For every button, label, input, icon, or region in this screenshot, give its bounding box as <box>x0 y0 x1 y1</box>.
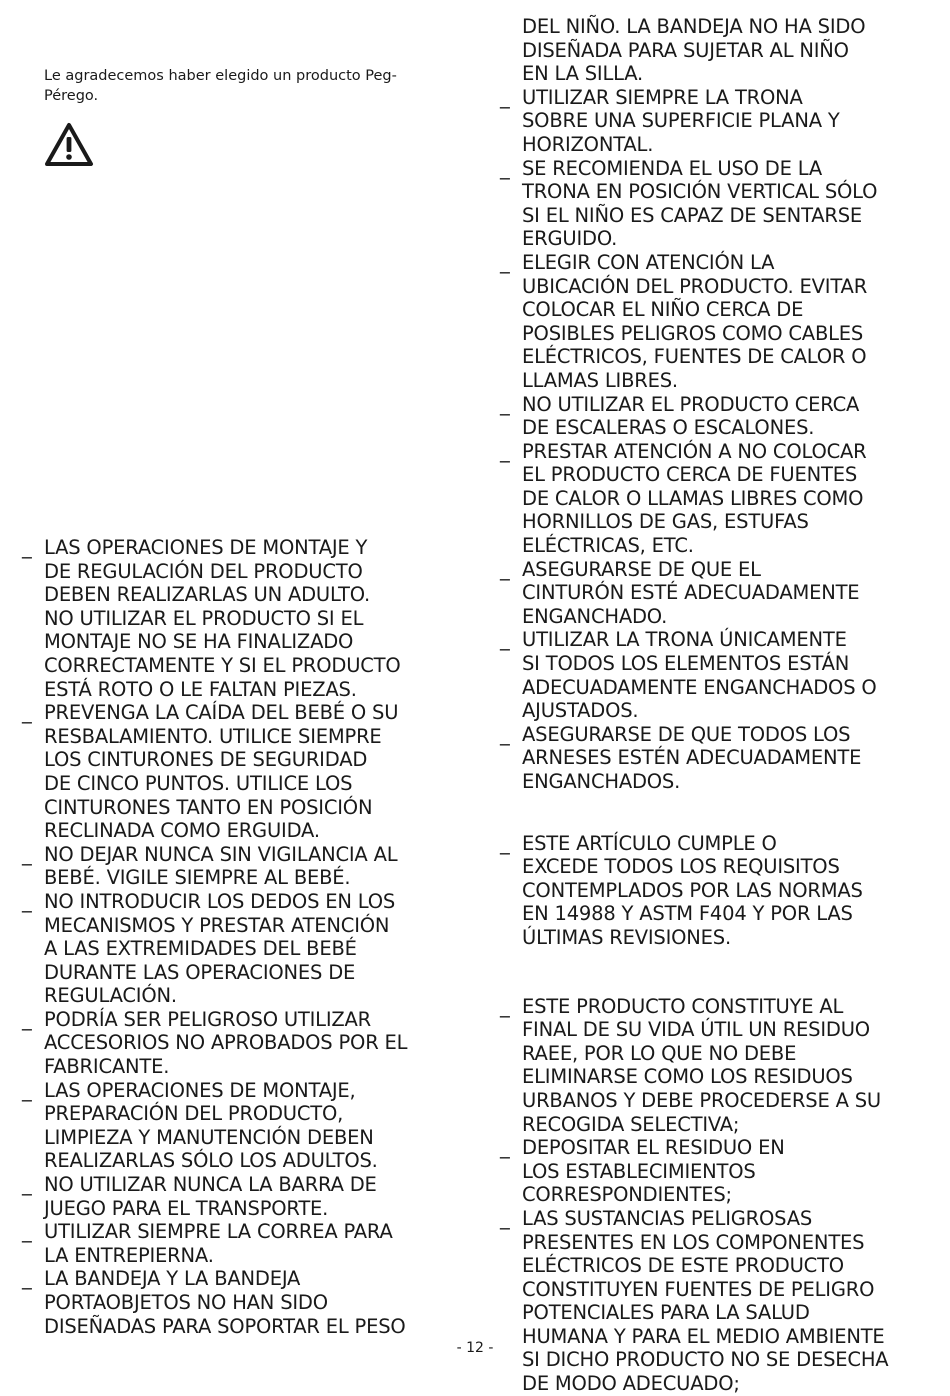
bullet-dash: _ <box>500 722 510 746</box>
right-column <box>500 15 940 1396</box>
bullet-dash: _ <box>22 1220 32 1244</box>
continued-text: DEL NIÑO. LA BANDEJA NO HA SIDO DISEÑADA PARA SUJETAR AL NIÑO EN LA SILLA. <box>522 15 866 86</box>
bullet-dash: _ <box>22 1007 32 1031</box>
bullet-dash: _ <box>500 1136 510 1160</box>
bullet-dash: _ <box>500 1206 510 1230</box>
bullet-dash: _ <box>500 392 510 416</box>
list-item: _ PREVENGA LA CAÍDA DEL BEBÉ O SU RESBALAMIENTO. UTILICE SIEMPRE LOS CINTURONES DE SEGURIDAD DE CINCO PUNTOS. UTILICE LOS CINTURONES TANTO EN POSICIÓN RECLINADA COMO ERGUIDA. <box>22 701 399 843</box>
bullet-dash: _ <box>22 701 32 725</box>
disposal-item: _ ESTE PRODUCTO CONSTITUYE AL FINAL DE SU VIDA ÚTIL UN RESIDUO RAEE, POR LO QUE NO DEBE ELIMINARSE COMO LOS RESIDUOS URBANOS Y DEBE PROCEDERSE A SU RECOGIDA SELECTIVA; <box>500 994 881 1136</box>
bullet-dash: _ <box>500 557 510 581</box>
list-item: _ ASEGURARSE DE QUE TODOS LOS ARNESES ESTÉN ADECUADAMENTE ENGANCHADOS. <box>500 722 862 793</box>
standards-item: _ ESTE ARTÍCULO CUMPLE O EXCEDE TODOS LOS REQUISITOS CONTEMPLADOS POR LAS NORMAS EN 14988 Y ASTM F404 Y POR LAS ÚLTIMAS REVISIONES. <box>500 831 863 949</box>
bullet-dash: _ <box>500 85 510 109</box>
bullet-dash: _ <box>22 842 32 866</box>
list-item: _ UTILIZAR SIEMPRE LA TRONA SOBRE UNA SUPERFICIE PLANA Y HORIZONTAL. <box>500 85 840 156</box>
warning-triangle-icon <box>44 122 94 168</box>
list-item: _ PODRÍA SER PELIGROSO UTILIZAR ACCESORIOS NO APROBADOS POR EL FABRICANTE. <box>22 1007 408 1079</box>
bullet-dash: _ <box>500 250 510 274</box>
intro-text: Le agradecemos haber elegido un producto Peg- Pérego. <box>44 68 397 104</box>
bullet-dash: _ <box>500 994 510 1018</box>
bullet-dash: _ <box>500 628 510 652</box>
bullet-dash: _ <box>22 1078 32 1102</box>
bullet-dash: _ <box>22 536 32 559</box>
list-item: _ ASEGURARSE DE QUE EL CINTURÓN ESTÉ ADECUADAMENTE ENGANCHADO. <box>500 557 860 628</box>
section-spacer <box>500 794 940 832</box>
disposal-item: _ DEPOSITAR EL RESIDUO EN LOS ESTABLECIMIENTOS CORRESPONDIENTES; <box>500 1136 785 1207</box>
page-number: - 12 - <box>456 1340 494 1356</box>
bullet-dash: _ <box>22 1173 32 1197</box>
section-spacer <box>500 950 940 995</box>
list-item: _ SE RECOMIENDA EL USO DE LA TRONA EN POSICIÓN VERTICAL SÓLO SI EL NIÑO ES CAPAZ DE SENTARSE ERGUIDO. <box>500 156 878 251</box>
list-item: _ NO INTRODUCIR LOS DEDOS EN LOS MECANISMOS Y PRESTAR ATENCIÓN A LAS EXTREMIDADES DEL BEBÉ DURANTE LAS OPERACIONES DE REGULACIÓN. <box>22 889 396 1008</box>
list-item: _ NO UTILIZAR NUNCA LA BARRA DE JUEGO PARA EL TRANSPORTE. <box>22 1173 377 1220</box>
bullet-dash: _ <box>22 889 32 913</box>
bullet-dash: _ <box>500 831 510 855</box>
list-item: _ LAS OPERACIONES DE MONTAJE Y DE REGULACIÓN DEL PRODUCTO DEBEN REALIZARLAS UN ADULTO. NO UTILIZAR EL PRODUCTO SI EL MONTAJE NO SE HA FINALIZADO CORRECTAMENTE Y SI EL PRODUCTO ESTÁ ROTO O LE FALTAN PIEZAS. <box>22 536 401 701</box>
list-item: _ UTILIZAR LA TRONA ÚNICAMENTE SI TODOS LOS ELEMENTOS ESTÁN ADECUADAMENTE ENGANCHADOS O AJUSTADOS. <box>500 628 877 723</box>
left-column <box>22 536 452 1338</box>
list-item: _ ELEGIR CON ATENCIÓN LA UBICACIÓN DEL PRODUCTO. EVITAR COLOCAR EL NIÑO CERCA DE POSIBLES PELIGROS COMO CABLES ELÉCTRICOS, FUENTES DE CALOR O LLAMAS LIBRES. <box>500 250 868 392</box>
list-item: _ PRESTAR ATENCIÓN A NO COLOCAR EL PRODUCTO CERCA DE FUENTES DE CALOR O LLAMAS LIBRES COMO HORNILLOS DE GAS, ESTUFAS ELÉCTRICAS, ETC. <box>500 439 867 558</box>
bullet-dash: _ <box>22 1267 32 1291</box>
disposal-item: _ LAS SUSTANCIAS PELIGROSAS PRESENTES EN LOS COMPONENTES ELÉCTRICOS DE ESTE PRODUCTO CONSTITUYEN FUENTES DE PELIGRO POTENCIALES PARA LA SALUD HUMANA Y PARA EL MEDIO AMBIENTE SI DICHO PRODUCTO NO SE DESECHA DE MODO ADECUADO; <box>500 1206 889 1396</box>
list-item: _ NO DEJAR NUNCA SIN VIGILANCIA AL BEBÉ. VIGILE SIEMPRE AL BEBÉ. <box>22 842 398 890</box>
bullet-dash: _ <box>500 439 510 463</box>
list-item: _ LA BANDEJA Y LA BANDEJA PORTAOBJETOS NO HAN SIDO DISEÑADAS PARA SOPORTAR EL PESO <box>22 1267 406 1338</box>
list-item: _ LAS OPERACIONES DE MONTAJE, PREPARACIÓN DEL PRODUCTO, LIMPIEZA Y MANUTENCIÓN DEBEN REALIZARLAS SÓLO LOS ADULTOS. <box>22 1078 378 1173</box>
bullet-dash: _ <box>500 156 510 180</box>
list-item: _ NO UTILIZAR EL PRODUCTO CERCA DE ESCALERAS O ESCALONES. <box>500 392 860 440</box>
list-item: _ UTILIZAR SIEMPRE LA CORREA PARA LA ENTREPIERNA. <box>22 1220 393 1267</box>
